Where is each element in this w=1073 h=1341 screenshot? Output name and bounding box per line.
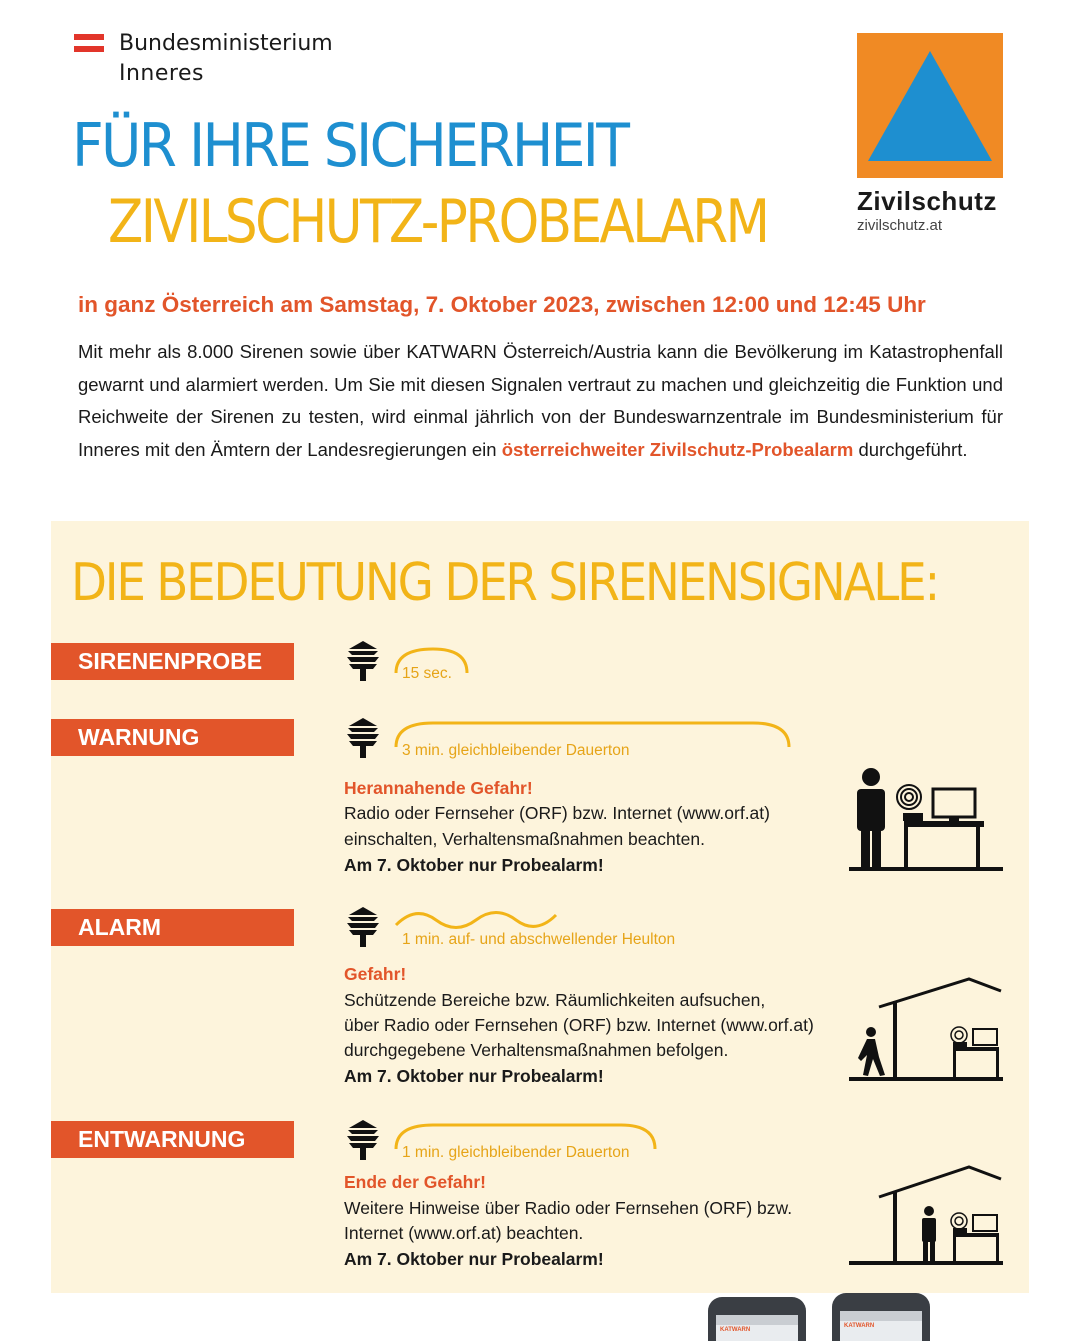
zivilschutz-triangle-icon [857, 33, 1003, 178]
ministry-subtitle: Inneres [119, 61, 204, 86]
note-warnung: Am 7. Oktober nur Probealarm! [344, 855, 604, 875]
label-entwarnung: ENTWARNUNG [51, 1121, 294, 1158]
note-alarm: Am 7. Oktober nur Probealarm! [344, 1066, 604, 1086]
heading-alarm: Gefahr! [344, 964, 407, 984]
phone-app-label: KATWARN [720, 1327, 751, 1333]
wave-text-alarm: 1 min. auf- und abschwellender Heulton [402, 931, 676, 948]
wave-text-sirenenprobe: 15 sec. [402, 665, 452, 682]
note-entwarnung: Am 7. Oktober nur Probealarm! [344, 1249, 604, 1269]
headline-probealarm: ZIVILSCHUTZ-PROBEALARM [108, 187, 768, 257]
headline-security: FÜR IHRE SICHERHEIT [72, 111, 628, 181]
phone-katwarn-icon [708, 1297, 806, 1341]
label-warnung: WARNUNG [51, 719, 294, 756]
wave-text-entwarnung: 1 min. gleichbleibender Dauerton [402, 1144, 630, 1161]
intro-paragraph [78, 336, 1003, 466]
phone-katwarn-icon [832, 1293, 930, 1341]
person-with-radio-and-tv-icon [849, 765, 1005, 873]
person-in-house-icon [849, 1161, 1007, 1269]
intro-text: Mit mehr als 8.000 Sirenen sowie über KATWARN Österreich/Austria kann die Bevölkerung im Katastrophenfall gewarnt und alarmiert werden. Um Sie mit diesen Signalen vertraut zu machen und gleichzeitig die Funktion und Reichweite der Sirenen zu testen, wird einmal jährlich von der Bundeswarnzentrale im Bundesministerium für Inneres mit den Ämtern der Landesregierungen ein [78, 341, 1003, 460]
label-sirenenprobe: SIRENENPROBE [51, 643, 294, 680]
panel-title: DIE BEDEUTUNG DER SIRENENSIGNALE: [71, 553, 938, 613]
siren-icon [346, 907, 380, 947]
date-line: in ganz Österreich am Samstag, 7. Oktober 2023, zwischen 12:00 und 12:45 Uhr [78, 292, 926, 317]
label-alarm: ALARM [51, 909, 294, 946]
body-entwarnung-2: Internet (www.orf.at) beachten. [344, 1223, 584, 1243]
phone-app-label: KATWARN [844, 1323, 875, 1329]
body-alarm-3: durchgegebene Verhaltensmaßnahmen befolgen. [344, 1040, 729, 1060]
ministry-name: Bundesministerium [119, 31, 333, 56]
person-entering-house-icon [849, 977, 1007, 1085]
phone-bar [840, 1311, 922, 1321]
body-entwarnung-1: Weitere Hinweise über Radio oder Fernsehen (ORF) bzw. [344, 1198, 793, 1218]
body-warnung-2: einschalten, Verhaltensmaßnahmen beachten. [344, 829, 705, 849]
heading-entwarnung: Ende der Gefahr! [344, 1172, 486, 1192]
body-warnung-1: Radio oder Fernseher (ORF) bzw. Internet (www.orf.at) [344, 803, 770, 823]
zivilschutz-url: zivilschutz.at [857, 217, 943, 234]
siren-icon [346, 641, 380, 681]
body-alarm-2: über Radio oder Fernsehen (ORF) bzw. Internet (www.orf.at) [344, 1015, 814, 1035]
zivilschutz-name: Zivilschutz [857, 186, 997, 216]
siren-icon [346, 718, 380, 758]
signals-panel [51, 521, 1029, 1293]
intro-highlight: österreichweiter Zivilschutz-Probealarm [501, 438, 854, 460]
austria-flag-icon [74, 34, 104, 52]
intro-text-end: durchgeführt. [853, 438, 968, 460]
heading-warnung: Herannahende Gefahr! [344, 778, 533, 798]
siren-icon [346, 1120, 380, 1160]
body-alarm-1: Schützende Bereiche bzw. Räumlichkeiten aufsuchen, [344, 990, 766, 1010]
phone-bar [716, 1315, 798, 1325]
wave-text-warnung: 3 min. gleichbleibender Dauerton [402, 742, 630, 759]
